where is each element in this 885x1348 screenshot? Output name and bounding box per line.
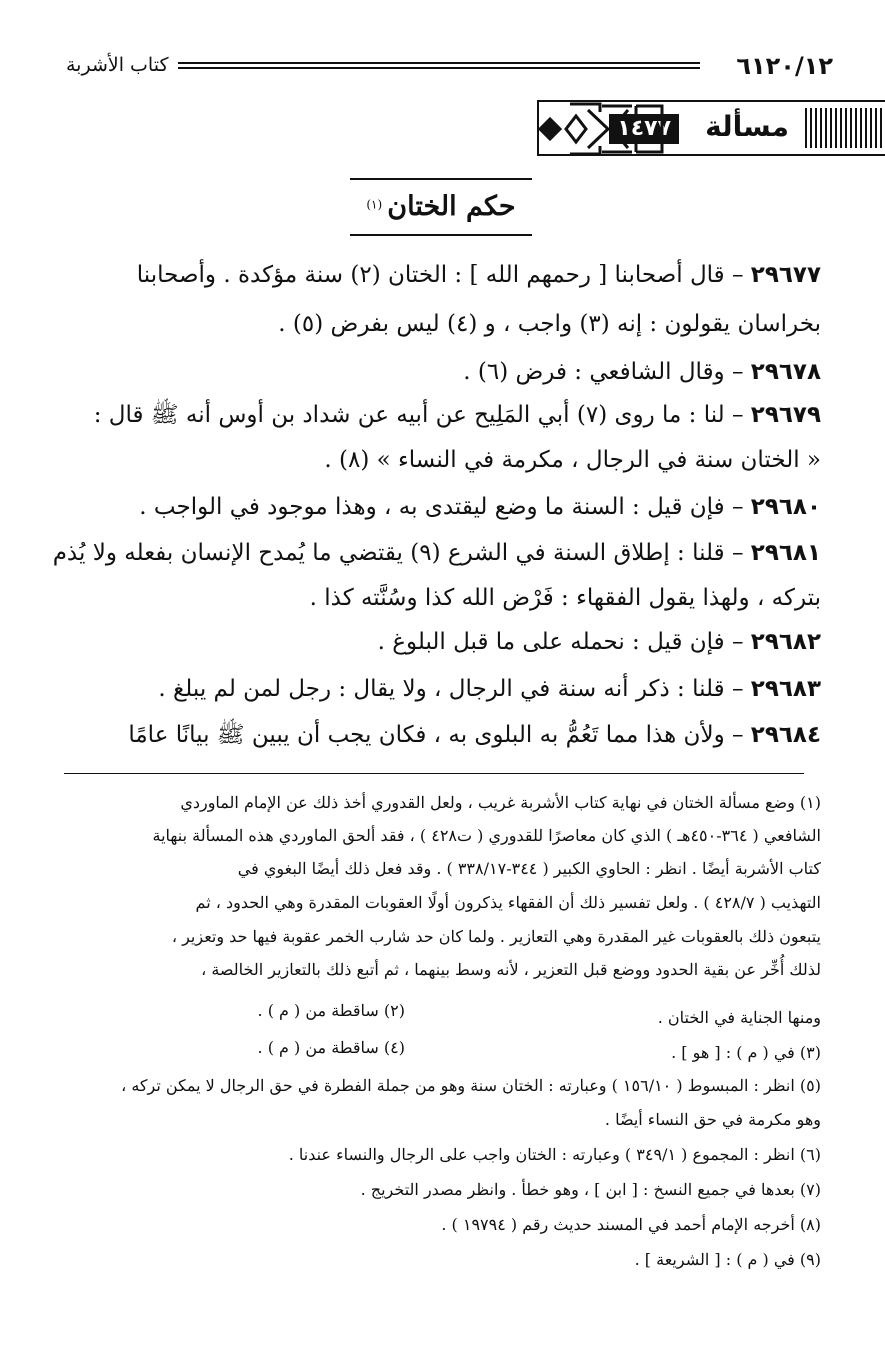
chapter-title: حكم الختان [387,191,516,222]
barcode-decoration [805,108,883,148]
chapter-title-box [350,178,532,236]
footnote-line: التهذيب ( ٤٢٨/٧ ) . ولعل تفسير ذلك أن الفقهاء يذكرون أولًا العقوبات المقدرة وهي الحدود ، ثم [195,893,821,912]
body-line: بخراسان يقولون : إنه (٣) واجب ، و (٤) ليس بفرض (٥) . [278,311,821,337]
header-rule-bottom [178,67,700,69]
body-line: ٢٩٦٧٩ – لنا : ما روى (٧) أبي المَلِيح عن أبيه عن شداد بن أوس أنه ﷺ قال : [93,402,821,428]
footnote-line: (١) وضع مسألة الختان في نهاية كتاب الأشربة غريب ، ولعل القدوري أخذ ذلك عن الإمام الماوردي [180,793,821,812]
footnote-line: كتاب الأشربة أيضًا . انظر : الحاوي الكبير ( ٣٤٤-٣٣٨/١٧ ) . وقد فعل ذلك أيضًا البغوي في [237,859,821,878]
body-line: ٢٩٦٨٣ – قلنا : ذكر أنه سنة في الرجال ، ولا يقال : رجل لمن لم يبلغ . [158,676,821,702]
footnote-line-side: (٢) ساقطة من ( م ) . [257,1001,405,1020]
footnote-line: (٩) في ( م ) : [ الشريعة ] . [634,1250,821,1269]
footnote-line: ومنها الجناية في الختان . [657,1008,821,1027]
masala-label: مسألة [705,110,789,143]
book-title: كتاب الأشربة [66,54,169,76]
footnote-line: (٧) بعدها في جميع النسخ : [ ابن ] ، وهو خطأ . وانظر مصدر التخريج . [360,1180,821,1199]
body-line: ٢٩٦٨٢ – فإن قيل : نحمله على ما قبل البلوغ . [377,629,821,655]
body-line: « الختان سنة في الرجال ، مكرمة في النساء » (٨) . [324,447,821,473]
footnote-line: الشافعي ( ٣٦٤-٤٥٠هـ ) الذي كان معاصرًا للقدوري ( ت٤٢٨ ) ، فقد ألحق الماوردي هذه المسألة بنهاية [152,826,821,845]
footnote-rule [64,773,804,774]
body-line: ٢٩٦٨١ – قلنا : إطلاق السنة في الشرع (٩) يقتضي ما يُمدح الإنسان بفعله ولا يُذم [52,540,821,566]
body-line: ٢٩٦٧٨ – وقال الشافعي : فرض (٦) . [463,359,821,385]
footnote-line: وهو مكرمة في حق النساء أيضًا . [604,1110,821,1129]
footnote-line: لذلك أُخِّر عن بقية الحدود ووضع قبل التعزير ، لأنه وسط بينهما ، ثم أتبع ذلك بالتعازير الخالصة ، [201,960,821,979]
body-line: ٢٩٦٨٤ – ولأن هذا مما تَعُمُّ به البلوى به ، فكان يجب أن يبين ﷺ بيانًا عامًا [128,722,821,748]
title-footnote-ref: (١) [366,197,383,212]
header-rule-top [178,62,700,64]
body-line: ٢٩٦٨٠ – فإن قيل : السنة ما وضع ليقتدى به ، وهذا موجود في الواجب . [139,494,821,520]
body-line: ٢٩٦٧٧ – قال أصحابنا [ رحمهم الله ] : الختان (٢) سنة مؤكدة . وأصحابنا [136,262,821,288]
footnote-line: يتبعون ذلك بالعقوبات غير المقدرة وهي التعازير . ولما كان حد شارب الخمر عقوبة فيها حد وتعزير ، [171,927,821,946]
footnote-line-side: (٤) ساقطة من ( م ) . [257,1038,405,1057]
body-line: بتركه ، ولهذا يقول الفقهاء : فَرْض الله كذا وسُنَّته كذا . [309,585,821,611]
footnote-line: (٥) انظر : المبسوط ( ١٥٦/١٠ ) وعبارته : الختان سنة وهو من جملة الفطرة في حق الرجال لا يمكن تركه ، [121,1076,821,1095]
masala-number: ١٤٧٧ [609,114,679,144]
footnote-line: (٦) انظر : المجموع ( ٣٤٩/١ ) وعبارته : الختان واجب على الرجال والنساء عندنا . [288,1145,821,1164]
page-reference: ٦١٢٠/١٢ [736,52,833,80]
ornament-icon [536,98,666,160]
footnote-line: (٨) أخرجه الإمام أحمد في المسند حديث رقم ( ١٩٧٩٤ ) . [441,1215,821,1234]
footnote-line: (٣) في ( م ) : [ هو ] . [671,1043,821,1062]
